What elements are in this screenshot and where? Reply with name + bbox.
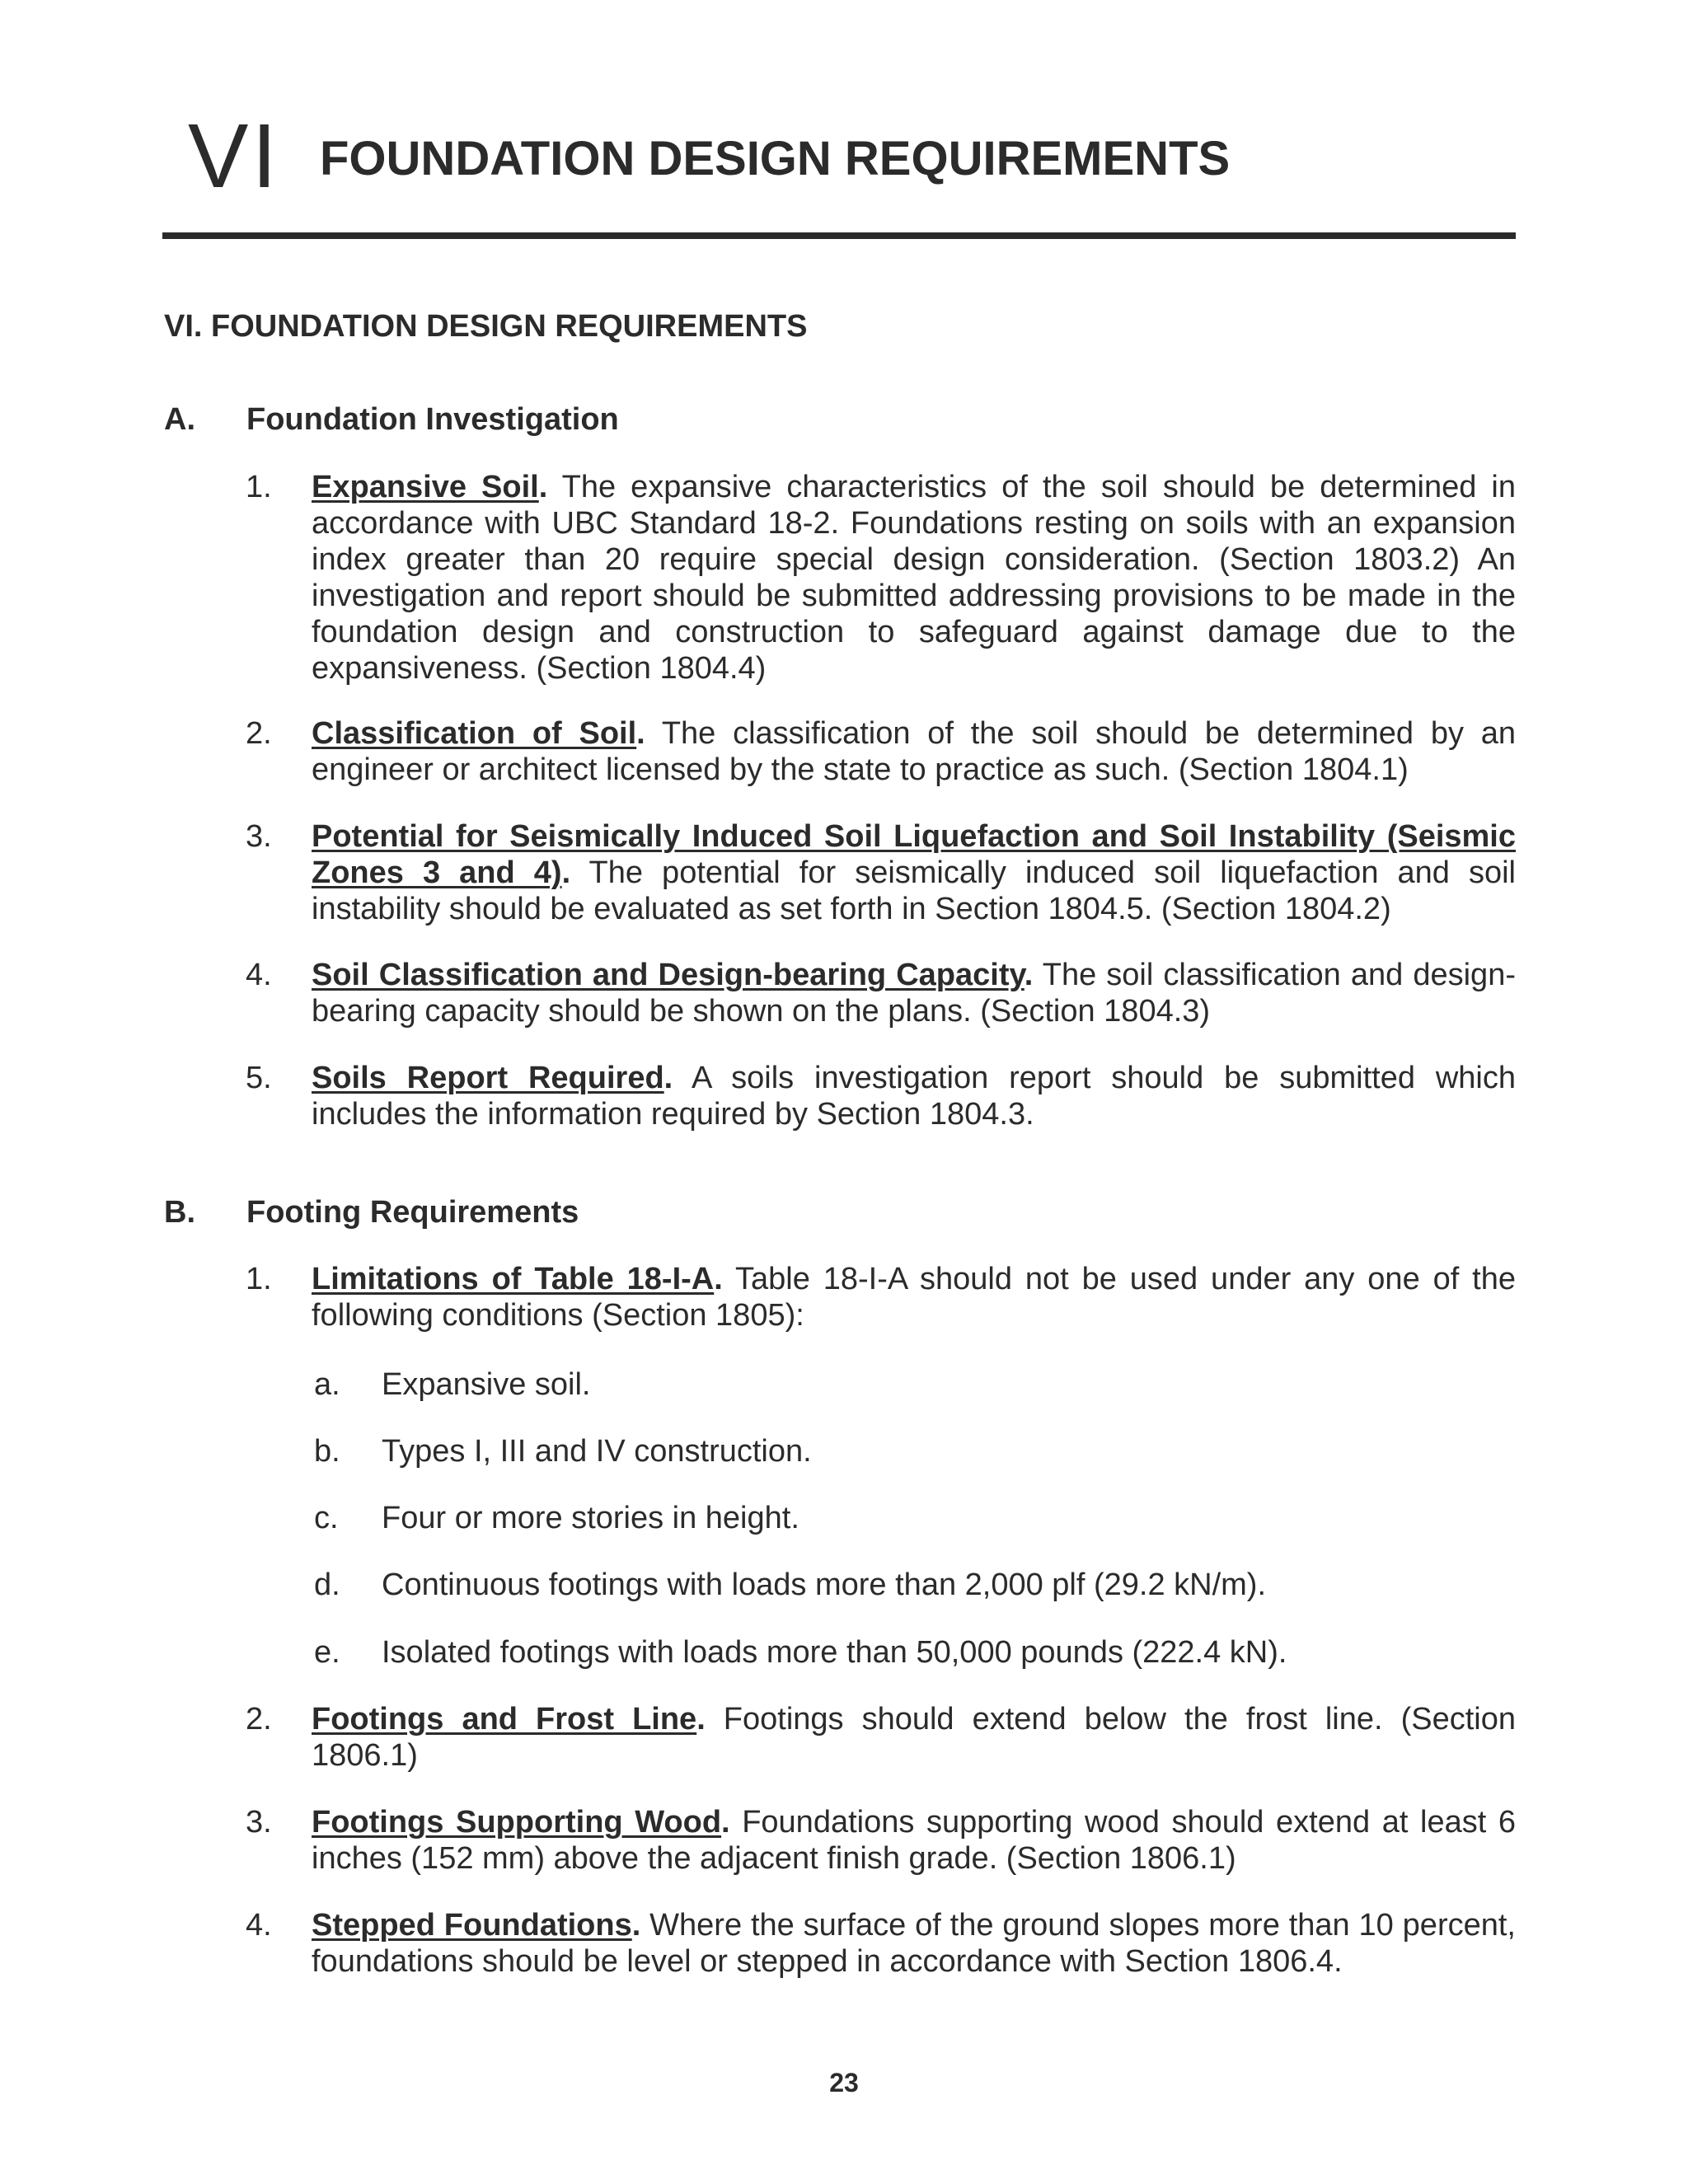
part-b-letter: B. (164, 1195, 195, 1230)
item-body: Footings and Frost Line. Footings should extend below the frost line. (Section 1806.1) (312, 1702, 1516, 1773)
part-a-letter: A. (164, 402, 195, 437)
condition-letter: c. (314, 1501, 339, 1535)
condition-text: Four or more stories in height. (382, 1501, 799, 1535)
section-heading: VI. FOUNDATION DESIGN REQUIREMENTS (164, 309, 808, 344)
condition-letter: e. (314, 1635, 340, 1670)
item-lead: Soil Classification and Design-bearing Capacity (312, 958, 1025, 992)
item-text: The classification of the soil should be determined by an engineer or architect licensed by the state to practice as such. (Section 1804.1) (312, 716, 1516, 787)
item-number: 4. (246, 958, 272, 992)
chapter-title: FOUNDATION DESIGN REQUIREMENTS (320, 132, 1231, 185)
item-body: Classification of Soil. The classification of the soil should be determined by an engineer or architect licensed by the state to practice as such. (Section 1804.1) (312, 716, 1516, 787)
item-text: The potential for seismically induced soil liquefaction and soil instability should be evaluated as set forth in Section 1804.5. (Section 1804.2) (312, 855, 1516, 926)
item-number: 1. (246, 1262, 272, 1296)
chapter-divider (162, 232, 1516, 239)
item-lead: Soils Report Required (312, 1061, 664, 1095)
item-number: 2. (246, 1702, 272, 1736)
item-lead: Limitations of Table 18-I-A (312, 1262, 715, 1296)
condition-text: Expansive soil. (382, 1367, 591, 1402)
item-text: A soils investigation report should be submitted which includes the information required by Section 1804.3. (312, 1061, 1516, 1132)
item-lead: Footings Supporting Wood (312, 1805, 722, 1840)
condition-text: Isolated footings with loads more than 50,000 pounds (222.4 kN). (382, 1635, 1287, 1670)
condition-text: Types I, III and IV construction. (382, 1434, 812, 1469)
chapter-roman-numeral: VI (188, 105, 280, 207)
item-number: 2. (246, 716, 272, 751)
condition-letter: d. (314, 1568, 340, 1602)
item-text: Foundations supporting wood should extend at least 6 inches (152 mm) above the adjacent finish grade. (Section 1806.1) (312, 1805, 1517, 1876)
item-number: 1. (246, 470, 272, 504)
item-text: Table 18-I-A should not be used under any one of the following conditions (Section 1805): (312, 1262, 1517, 1333)
part-a-title: Foundation Investigation (246, 402, 619, 437)
item-lead: Expansive Soil (312, 470, 539, 504)
item-body: Soils Report Required. A soils investigation report should be submitted which includes the information required by Section 1804.3. (312, 1061, 1516, 1132)
item-text: The soil classification and design-bearing capacity should be shown on the plans. (Section 1804.3) (312, 958, 1516, 1029)
item-lead: Potential for Seismically Induced Soil Liquefaction and Soil Instability (Seismic Zones 3 and 4) (312, 819, 1516, 890)
item-body: Limitations of Table 18-I-A. Table 18-I-A should not be used under any one of the following conditions (Section 1805): (312, 1262, 1517, 1333)
item-lead: Footings and Frost Line (312, 1702, 697, 1736)
item-text: Where the surface of the ground slopes more than 10 percent, foundations should be level or stepped in accordance with Section 1806.4. (312, 1908, 1516, 1979)
item-lead: Classification of Soil (312, 716, 637, 751)
part-b-title: Footing Requirements (246, 1195, 579, 1230)
item-lead: Stepped Foundations (312, 1908, 632, 1943)
item-body: Stepped Foundations. Where the surface of the ground slopes more than 10 percent, foundations should be level or stepped in accordance with Section 1806.4. (312, 1908, 1516, 1979)
item-body: Footings Supporting Wood. Foundations supporting wood should extend at least 6 inches (152 mm) above the adjacent finish grade. (Section 1806.1) (312, 1805, 1517, 1876)
condition-letter: b. (314, 1434, 340, 1469)
item-number: 3. (246, 1805, 272, 1840)
item-body: Soil Classification and Design-bearing Capacity. The soil classification and design-bearing capacity should be shown on the plans. (Section 1804.3) (312, 958, 1516, 1029)
page-number: 23 (829, 2068, 859, 2097)
item-text: Footings should extend below the frost line. (Section 1806.1) (312, 1702, 1516, 1773)
item-number: 3. (246, 819, 272, 854)
item-body: Potential for Seismically Induced Soil Liquefaction and Soil Instability (Seismic Zones 3 and 4). The potential for seismically induced soil liquefaction and soil instability should be evaluated as set forth in Section 1804.5. (Section 1804.2) (312, 819, 1516, 926)
item-number: 5. (246, 1061, 272, 1095)
condition-letter: a. (314, 1367, 340, 1402)
item-body: Expansive Soil. The expansive characteristics of the soil should be determined in accordance with UBC Standard 18-2. Foundations resting on soils with an expansion index greater than 20 require special design consideration. (Section 1803.2) An investigation and report should be submitted addressing provisions to be made in the foundation design and construction to safeguard against damage due to the expansiveness. (Section 1804.4) (312, 470, 1516, 686)
condition-text: Continuous footings with loads more than 2,000 plf (29.2 kN/m). (382, 1568, 1267, 1602)
item-number: 4. (246, 1908, 272, 1943)
item-text: The expansive characteristics of the soil should be determined in accordance with UBC Standard 18-2. Foundations resting on soils with an expansion index greater than 20 require special design consideration. (Section 1803.2) An investigation and report should be submitted addressing provisions to be made in the foundation design and construction to safeguard against damage due to the expansiveness. (Section 1804.4) (312, 470, 1516, 686)
